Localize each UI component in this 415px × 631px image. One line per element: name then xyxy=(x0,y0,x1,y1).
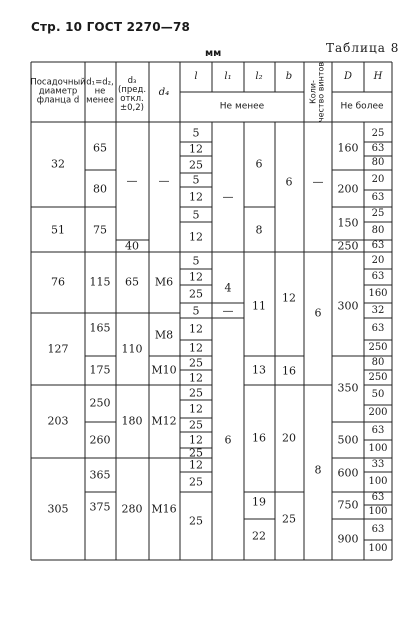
H-cell: 100 xyxy=(368,506,388,517)
D-cell: 500 xyxy=(337,433,359,447)
d3-cell: 65 xyxy=(125,275,139,289)
H-cell: 100 xyxy=(368,476,388,487)
l-cell: 12 xyxy=(189,458,203,472)
H-cell: 250 xyxy=(368,372,388,383)
d1-cell: 65 xyxy=(93,141,107,155)
D-cell: 600 xyxy=(337,466,359,480)
H-cell: 63 xyxy=(371,143,385,154)
d3-cell: 280 xyxy=(121,502,143,516)
b-cell: 16 xyxy=(282,364,296,378)
l-cell: 25 xyxy=(189,356,203,370)
H-cell: 63 xyxy=(371,240,385,251)
H-cell: 100 xyxy=(368,443,388,454)
l-cell: 25 xyxy=(189,386,203,400)
d4-cell: M12 xyxy=(151,414,177,428)
b-cell: 25 xyxy=(282,512,296,526)
H-cell: 63 xyxy=(371,271,385,282)
l1-cell: — xyxy=(222,190,234,204)
l2-cell: 11 xyxy=(252,299,266,313)
l-cell: 5 xyxy=(192,304,200,318)
col-head-l: l xyxy=(194,71,198,82)
bolts-cell: 6 xyxy=(314,306,322,320)
diameter-cell: 127 xyxy=(47,342,69,356)
l-cell: 12 xyxy=(189,402,203,416)
b-cell: 20 xyxy=(282,431,296,445)
d1-cell: 75 xyxy=(93,223,107,237)
l-cell: 12 xyxy=(189,322,203,336)
d3-cell: 180 xyxy=(121,414,143,428)
col-head-d4: d₄ xyxy=(158,87,170,98)
diameter-cell: 32 xyxy=(51,157,65,171)
diameter-cell: 203 xyxy=(47,414,69,428)
H-cell: 50 xyxy=(371,389,385,400)
D-cell: 150 xyxy=(337,216,359,230)
col-head-H: H xyxy=(373,71,383,82)
d1-cell: 80 xyxy=(93,182,107,196)
b-cell: 6 xyxy=(285,175,293,189)
l2-cell: 13 xyxy=(252,363,266,377)
col-head-d: Посадочный диаметр фланца d xyxy=(30,77,86,106)
l-cell: 5 xyxy=(192,173,200,187)
H-cell: 63 xyxy=(371,192,385,203)
D-cell: 300 xyxy=(337,299,359,313)
D-cell: 350 xyxy=(337,381,359,395)
H-cell: 250 xyxy=(368,342,388,353)
H-cell: 100 xyxy=(368,543,388,554)
bolts-cell: — xyxy=(312,175,324,189)
diameter-cell: 76 xyxy=(51,275,65,289)
d3-cell: 40 xyxy=(125,239,139,253)
H-cell: 63 xyxy=(371,425,385,436)
l-cell: 12 xyxy=(189,371,203,385)
l1-cell: 4 xyxy=(224,281,232,295)
d3-cell: — xyxy=(126,174,138,188)
l2-cell: 8 xyxy=(255,223,263,237)
table-number: Таблица 8 xyxy=(326,41,400,55)
b-cell: 12 xyxy=(282,291,296,305)
l-cell: 5 xyxy=(192,208,200,222)
d1-cell: 115 xyxy=(89,275,111,289)
D-cell: 250 xyxy=(337,239,359,253)
d1-cell: 250 xyxy=(89,396,111,410)
l2-cell: 16 xyxy=(252,431,266,445)
d1-cell: 260 xyxy=(89,433,111,447)
d1-cell: 375 xyxy=(89,500,111,514)
D-cell: 200 xyxy=(337,182,359,196)
l1-cell: — xyxy=(222,304,234,318)
H-cell: 160 xyxy=(368,288,388,299)
l-cell: 12 xyxy=(189,190,203,204)
col-head-D: D xyxy=(343,71,353,82)
H-cell: 20 xyxy=(371,174,385,185)
diameter-cell: 305 xyxy=(47,502,69,516)
H-cell: 80 xyxy=(371,157,385,168)
H-cell: 25 xyxy=(371,208,385,219)
d4-cell: M8 xyxy=(154,328,174,342)
d4-cell: M6 xyxy=(154,275,174,289)
d1-cell: 365 xyxy=(89,468,111,482)
diameter-cell: 51 xyxy=(51,223,65,237)
col-head-l2: l₂ xyxy=(255,71,263,82)
H-cell: 63 xyxy=(371,492,385,503)
col-head-bolts: Коли- чество винтов xyxy=(308,61,326,123)
l2-cell: 22 xyxy=(252,529,266,543)
l-cell: 25 xyxy=(189,446,203,460)
l-cell: 25 xyxy=(189,475,203,489)
col-head-d1: d₁=d₂, не менее xyxy=(86,77,114,106)
D-cell: 750 xyxy=(337,498,359,512)
d4-cell: — xyxy=(158,174,170,188)
H-cell: 63 xyxy=(371,323,385,334)
l1-cell: 6 xyxy=(224,433,232,447)
l-cell: 12 xyxy=(189,230,203,244)
col-head-l1: l₁ xyxy=(224,71,232,82)
H-cell: 20 xyxy=(371,255,385,266)
l-cell: 12 xyxy=(189,270,203,284)
l-cell: 25 xyxy=(189,158,203,172)
l-cell: 25 xyxy=(189,418,203,432)
max-note: Не более xyxy=(340,101,384,112)
H-cell: 80 xyxy=(371,357,385,368)
bolts-cell: 8 xyxy=(314,463,322,477)
d4-cell: M10 xyxy=(151,363,177,377)
H-cell: 25 xyxy=(371,128,385,139)
d1-cell: 175 xyxy=(89,363,111,377)
l2-cell: 19 xyxy=(252,495,266,509)
d1-cell: 165 xyxy=(89,321,111,335)
units-label: мм xyxy=(205,48,222,59)
H-cell: 63 xyxy=(371,524,385,535)
col-head-d3: d₃ (пред. откл. ±0,2) xyxy=(117,76,147,113)
H-cell: 33 xyxy=(371,459,385,470)
D-cell: 900 xyxy=(337,532,359,546)
d4-cell: M16 xyxy=(151,502,177,516)
H-cell: 32 xyxy=(371,305,385,316)
page-header: Стр. 10 ГОСТ 2270—78 xyxy=(31,20,191,34)
min-note: Не менее xyxy=(219,101,265,112)
l2-cell: 6 xyxy=(255,157,263,171)
H-cell: 200 xyxy=(368,407,388,418)
l-cell: 12 xyxy=(189,433,203,447)
D-cell: 160 xyxy=(337,141,359,155)
l-cell: 25 xyxy=(189,287,203,301)
l-cell: 12 xyxy=(189,341,203,355)
l-cell: 5 xyxy=(192,254,200,268)
col-head-b: b xyxy=(285,71,293,82)
l-cell: 5 xyxy=(192,126,200,140)
l-cell: 12 xyxy=(189,142,203,156)
H-cell: 80 xyxy=(371,225,385,236)
d3-cell: 110 xyxy=(121,342,143,356)
l-cell: 25 xyxy=(189,514,203,528)
